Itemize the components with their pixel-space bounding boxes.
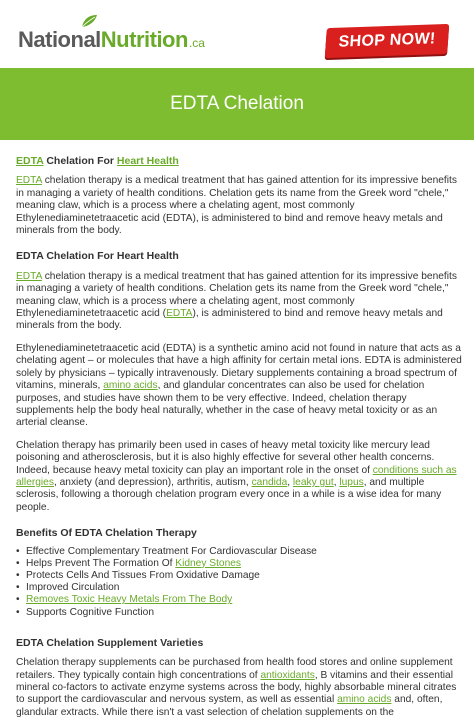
paragraph-text: Ethylenediaminetetraacetic acid (EDTA) is a synthetic amino acid not found in nature that acts as a chelating agent – or molecules that have a high affinity for certain metal ions. EDTA is administered solely by physicians – typically intravenously. Dietary supplements containing a broad spectrum of vitamins, minerals, [16, 342, 462, 392]
amino-acids-link[interactable]: amino acids [103, 380, 158, 392]
heading-text: Chelation For [43, 155, 117, 167]
list-item: • Improved Circulation [16, 582, 462, 594]
shop-now-button[interactable]: SHOP NOW! [325, 24, 449, 58]
edta-link[interactable]: EDTA [16, 155, 44, 167]
paragraph-text: , anxiety (and depression), arthritis, autism, [53, 476, 252, 488]
edta-link[interactable]: EDTA [166, 308, 193, 320]
lupus-link[interactable]: lupus [339, 476, 364, 488]
antioxidants-link[interactable]: antioxidants [260, 669, 315, 681]
paragraph-text: Chelation therapy supplements can be purchased from health food stores and online supplement retailers. They typically contain high concentrations of [16, 657, 453, 681]
paragraph-text: , and multiple sclerosis, following a thorough chelation program every once in a while is a wise idea for many people. [16, 476, 442, 513]
logo-text-ca: .ca [188, 36, 205, 50]
kidney-stones-link[interactable]: Kidney Stones [175, 557, 241, 569]
paragraph-2 [16, 271, 462, 333]
amino-acids-link[interactable]: amino acids [337, 694, 392, 706]
paragraph-text: chelation therapy is a medical treatment that has gained attention for its impressive benefits in managing a variety of health conditions. Chelation gets its name from the Greek word "chele," meaning claw, which is a process where a chelating agent, most commonly Ethylenediaminetetraacetic acid (EDTA), is administered to bind and remove heavy metals and minerals from the body. [16, 175, 457, 237]
leaf-icon [80, 14, 98, 28]
paragraph-text: Chelation therapy has primarily been used in cases of heavy metal toxicity like mercury lead poisoning and atherosclerosis, but it is also highly effective for several other health concerns. Indeed, because heavy metal toxicity can play an important role in the onset of [16, 439, 435, 476]
article-body [16, 155, 462, 719]
paragraph-text: chelation therapy is a medical treatment that has gained attention for its impressive benefits in managing a variety of health conditions. Chelation gets its name from the Greek word "chele," meaning claw, which is a process where a chelating agent, most commonly Ethylenediaminetetraacetic acid ( [16, 270, 457, 320]
paragraph-3 [16, 343, 462, 430]
page-title: EDTA Chelation [170, 93, 304, 114]
paragraph-text: , and glandular concentrates can also be used for chelation purposes, and studies have shown them to be very effective. Indeed, chelation therapy supplements help the body heal naturally, whether in the case of heavy metal toxicity or as an arterial cleanse. [16, 380, 438, 429]
paragraph-text: and, often, glandular extracts. While there isn't a vast selection of chelation supplements on the [16, 694, 443, 718]
national-nutrition-logo[interactable] [18, 22, 205, 54]
list-item-text: Helps Prevent The Formation Of [26, 557, 176, 569]
paragraph-4 [16, 440, 462, 514]
leaky-gut-link[interactable]: leaky gut [292, 476, 334, 488]
edta-link[interactable]: EDTA [16, 270, 42, 282]
removes-toxic-metals-link[interactable]: Removes Toxic Heavy Metals From The Body [26, 594, 233, 606]
paragraph-text: , B vitamins and their essential mineral co-factors to activate enzyme systems across the body, highly absorbable mineral citrates to support the cardiovascular and nervous system, as well as essential [16, 669, 457, 706]
section-heading-benefits: Benefits Of EDTA Chelation Therapy [16, 527, 197, 540]
list-item: • Protects Cells And Tissues From Oxidative Damage [16, 570, 462, 582]
site-header [0, 0, 474, 68]
heart-health-link[interactable]: Heart Health [116, 155, 179, 167]
title-banner [0, 68, 474, 140]
paragraph-5 [16, 657, 462, 719]
conditions-allergies-link[interactable]: conditions such as allergies [16, 464, 457, 488]
section-heading-top [16, 155, 462, 167]
candida-link[interactable]: candida [251, 476, 288, 488]
list-item [16, 558, 462, 570]
logo-text-nutrition: Nutrition [100, 27, 188, 52]
separator: , [333, 476, 340, 488]
section-heading-varieties: EDTA Chelation Supplement Varieties [16, 636, 204, 649]
separator: , [287, 476, 293, 488]
logo-text-national: National [18, 27, 101, 52]
paragraph-1 [16, 175, 462, 237]
benefits-list [16, 546, 462, 619]
paragraph-text: ), is administered to bind and remove heavy metals and minerals from the body. [16, 308, 443, 332]
section-heading-heart-health: EDTA Chelation For Heart Health [16, 250, 179, 263]
edta-link[interactable]: EDTA [16, 175, 42, 187]
list-item: • Supports Cognitive Function [16, 607, 462, 619]
list-item [16, 594, 462, 606]
list-item: • Effective Complementary Treatment For Cardiovascular Disease [16, 546, 462, 558]
